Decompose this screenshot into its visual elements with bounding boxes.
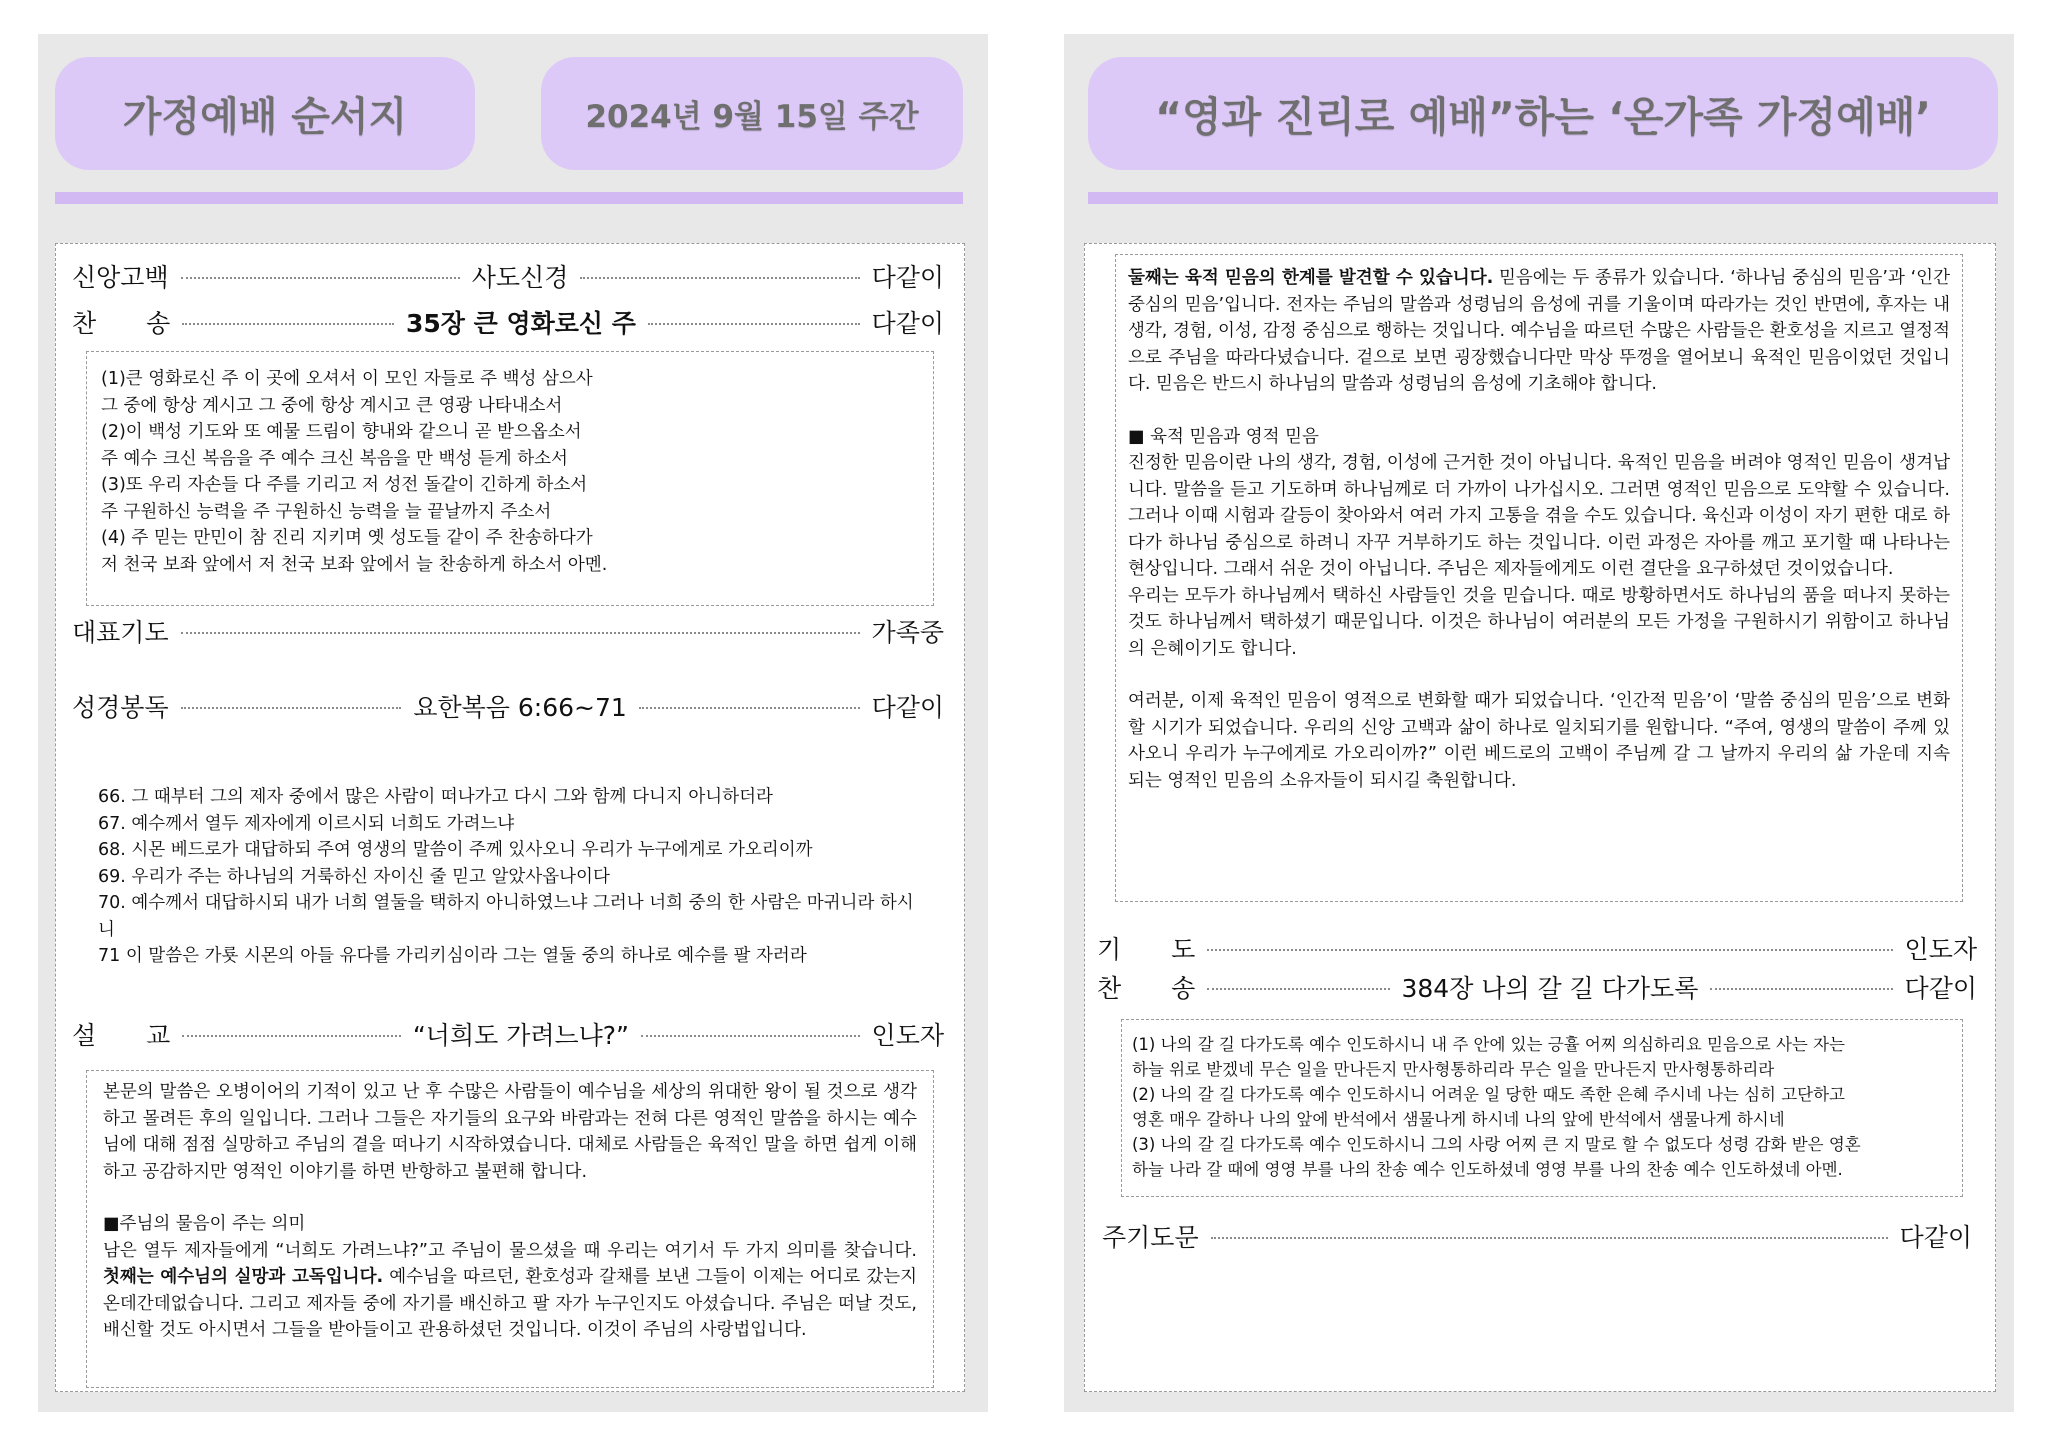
- closing-prayer-row: [1097, 930, 1977, 966]
- message-paragraph: [1128, 265, 1950, 398]
- lords-prayer-row: [1102, 1218, 1972, 1254]
- reading-label: 성경봉독: [72, 693, 169, 722]
- prayer-performer: 가족중: [871, 618, 944, 647]
- sermon-text-run: 남은 열두 제자들에게 “너희도 가려느냐?”고 주님이 물으셨을 때 우리는 여기서 두 가지 의미를 찾습니다.: [103, 1240, 917, 1261]
- message-paragraph: 여러분, 이제 육적인 믿음이 영적으로 변화할 때가 되었습니다. ‘인간적 믿음’이 ‘말씀 중심의 믿음’으로 변화할 시기가 되었습니다. 우리의 신앙 고백과 삶이 하나로 일치되기를 원합니다. “주여, 영생의 말씀이 주께 있사오니 우리가 누구에게로 가오리이까?” 이런 베드로의 고백이 주님께 갈 그 날까지 우리의 삶 가운데 지속되는 영적인 믿음의 소유자들이 되시길 축원합니다.: [1128, 691, 1950, 791]
- closing-hymn-label: 찬 송: [1097, 974, 1196, 1003]
- creed-label: 신앙고백: [72, 263, 169, 292]
- creed-title: 사도신경: [471, 263, 569, 292]
- leader-dots: [1710, 988, 1892, 990]
- hymn-lyrics-box: [86, 351, 934, 606]
- sermon-row: [72, 1016, 944, 1052]
- lyric-line: (3) 나의 갈 길 다가도록 예수 인도하시니 그의 사랑 어찌 큰 지 말로 할 수 없도다 성령 감화 받은 영혼: [1132, 1135, 1861, 1154]
- right-divider-bar: [1088, 192, 1998, 204]
- lyric-line: 영혼 매우 갈하나 나의 앞에 반석에서 샘물나게 하시네 나의 앞에 반석에서 샘물나게 하시네: [1132, 1110, 1785, 1129]
- leader-dots: [1211, 1237, 1888, 1239]
- message-text-run: 믿음에는 두 종류가 있습니다. ‘하나님 중심의 믿음’과 ‘인간 중심의 믿음’입니다. 전자는 주님의 말씀과 성령님의 음성에 귀를 기울이며 따라가는 것인 반면에, 후자는 내 생각, 경험, 이성, 감정 중심으로 행하는 것입니다. 예수님을 따르던 수많은 사람들은 환호성을 지르고 열정적으로 주님을 따라다녔습니다. 겉으로 보면 굉장했습니다만 막상 뚜껑을 열어보니 육적인 믿음이었던 것입니다. 믿음은 반드시 하나님의 말씀과 성령님의 음성에 기초해야 합니다.: [1128, 268, 1950, 394]
- sermon-paragraph: [103, 1238, 917, 1344]
- closing-hymn-row: [1097, 969, 1977, 1005]
- lyric-line: 하늘 나라 갈 때에 영영 부를 나의 찬송 예수 인도하셨네 영영 부를 나의 찬송 예수 인도하셨네 아멘.: [1132, 1160, 1843, 1179]
- lords-prayer-performer: 다같이: [1899, 1223, 1972, 1252]
- sermon-box: [86, 1070, 934, 1388]
- leader-dots: [648, 323, 860, 325]
- sermon-title: “너희도 가려느냐?”: [412, 1021, 630, 1050]
- closing-hymn-lyrics-box: [1121, 1019, 1963, 1197]
- lyric-line: (1)큰 영화로신 주 이 곳에 오셔서 이 모인 자들로 주 백성 삼으사: [101, 369, 593, 389]
- message-paragraph: 우리는 모두가 하나님께서 택하신 사람들인 것을 믿습니다. 때로 방황하면서도 하나님의 품을 떠나지 못하는 것도 하나님께서 택하셨기 때문입니다. 이것은 하나님이 여러분의 모든 가정을 구원하시기 위함이고 하나님의 은혜이기도 합니다.: [1128, 585, 1950, 659]
- reading-passage: 요한복음 6:66~71: [413, 693, 627, 722]
- sermon-bold-run: 첫째는 예수님의 실망과 고독입니다.: [103, 1267, 384, 1287]
- leader-dots: [181, 632, 860, 634]
- leader-dots: [1207, 949, 1892, 951]
- hymn-title: 35장 큰 영화로신 주: [405, 309, 636, 338]
- verse-line: 71 이 말씀은 가룟 시몬의 아들 유다를 가리키심이라 그는 열둘 중의 하나로 예수를 팔 자러라: [98, 946, 807, 966]
- leader-dots: [182, 1035, 401, 1037]
- left-divider-bar: [55, 192, 963, 204]
- verse-line: 70. 예수께서 대답하시되 내가 너희 열둘을 택하지 아니하였느냐 그러나 너희 중의 한 사람은 마귀니라 하시니: [98, 893, 914, 940]
- left-title-pill: [55, 57, 475, 170]
- lyric-line: 주 구원하신 능력을 주 구원하신 능력을 늘 끝날까지 주소서: [101, 501, 552, 522]
- message-paragraph: 진정한 믿음이란 나의 생각, 경험, 이성에 근거한 것이 아닙니다. 육적인 믿음을 버려야 영적인 믿음이 생겨납니다. 말씀을 듣고 기도하며 하나님께로 더 가까이 나가십시오. 그러면 영적인 믿음으로 도약할 수 있습니다. 그러나 이때 시험과 갈등이 찾아와서 여러 가지 고통을 겪을 수도 있습니다. 육신과 이성이 자기 편한 대로 하다가 하나님 중심으로 하려니 자꾸 거부하기도 하는 것입니다. 이런 과정은 자아를 깨고 포기할 때 나타나는 현상입니다. 그래서 쉬운 것이 아닙니다. 주님은 제자들에게도 이런 결단을 요구하셨던 것이었습니다.: [1128, 453, 1950, 579]
- sermon-label: 설 교: [72, 1021, 171, 1050]
- message-text: [1128, 265, 1950, 794]
- reading-performer: 다같이: [871, 693, 945, 722]
- lyric-line: (3)또 우리 자손들 다 주를 기리고 저 성전 돌같이 긴하게 하소서: [101, 475, 588, 495]
- hymn-lyrics: [101, 366, 919, 578]
- lyric-line: 그 중에 항상 계시고 그 중에 항상 계시고 큰 영광 나타내소서: [101, 395, 563, 416]
- leader-dots: [181, 707, 402, 709]
- lyric-line: (4) 주 믿는 만민이 참 진리 지키며 옛 성도들 같이 주 찬송하다가: [101, 528, 593, 548]
- creed-performer: 다같이: [871, 263, 945, 292]
- order-title: 가정예배 순서지: [122, 94, 408, 140]
- sermon-subheading: ■주님의 물음이 주는 의미: [103, 1214, 306, 1234]
- lords-prayer-label: 주기도문: [1102, 1223, 1199, 1252]
- scripture-verses: [98, 784, 916, 970]
- verse-line: 66. 그 때부터 그의 제자 중에서 많은 사람이 떠나가고 다시 그와 함께 다니지 아니하더라: [98, 787, 773, 807]
- hymn-label: 찬 송: [72, 309, 171, 338]
- verse-line: 68. 시몬 베드로가 대답하되 주여 영생의 말씀이 주께 있사오니 우리가 누구에게로 가오리이까: [98, 840, 813, 860]
- date-pill: [541, 57, 963, 170]
- lyric-line: (1) 나의 갈 길 다가도록 예수 인도하시니 내 주 안에 있는 긍휼 어찌 의심하리요 믿음으로 사는 자는: [1132, 1035, 1845, 1054]
- hymn-performer: 다같이: [871, 309, 944, 338]
- right-title-pill: [1088, 57, 1998, 170]
- reading-row: [72, 688, 944, 724]
- sermon-performer: 인도자: [871, 1021, 944, 1050]
- lyric-line: 하늘 위로 받겠네 무슨 일을 만나든지 만사형통하리라 무슨 일을 만나든지 만사형통하리라: [1132, 1060, 1775, 1079]
- verse-line: 69. 우리가 주는 하나님의 거룩하신 자이신 줄 믿고 알았사옵나이다: [98, 866, 610, 887]
- worship-title: “영과 진리로 예배”하는 ‘온가족 가정예배’: [1155, 93, 1931, 141]
- week-date: 2024년 9월 15일 주간: [585, 99, 919, 135]
- leader-dots: [641, 1035, 860, 1037]
- lyric-line: (2)이 백성 기도와 또 예물 드림이 향내와 같으니 곧 받으옵소서: [101, 422, 582, 442]
- sermon-paragraph: 본문의 말씀은 오병이어의 기적이 있고 난 후 수많은 사람들이 예수님을 세상의 위대한 왕이 될 것으로 생각하고 몰려든 후의 일입니다. 그러나 그들은 자기들의 요구와 바람과는 전혀 다른 영적인 말씀을 하시는 예수님에 대해 점점 실망하고 주님의 곁을 떠나기 시작하였습니다. 대체로 사람들은 육적인 말을 하면 쉽게 이해하고 공감하지만 영적인 이야기를 하면 반항하고 불편해 합니다.: [103, 1082, 917, 1182]
- closing-hymn-lyrics: [1132, 1032, 1952, 1182]
- message-subheading: ■ 육적 믿음과 영적 믿음: [1128, 426, 1319, 447]
- leader-dots: [182, 323, 394, 325]
- message-bold-run: 둘째는 육적 믿음의 한계를 발견할 수 있습니다.: [1128, 268, 1494, 288]
- verse-line: 67. 예수께서 열두 제자에게 이르시되 너희도 가려느냐: [98, 813, 515, 834]
- lyric-line: 주 예수 크신 복음을 주 예수 크신 복음을 만 백성 듣게 하소서: [101, 448, 568, 469]
- leader-dots: [639, 707, 860, 709]
- closing-hymn-performer: 다같이: [1904, 974, 1977, 1003]
- closing-prayer-performer: 인도자: [1904, 935, 1977, 964]
- creed-row: [72, 258, 944, 294]
- hymn-row: [72, 304, 944, 340]
- prayer-row: [72, 613, 944, 649]
- sermon-text-run: 예수님을 따르던, 환호성과 갈채를 보낸 그들이 이제는 어디로 갔는지 온데간데없습니다. 그리고 제자들 중에 자기를 배신하고 팔 자가 누구인지도 아셨습니다. 주님은 떠날 것도, 배신할 것도 아시면서 그들을 받아들이고 관용하셨던 것입니다. 이것이 주님의 사랑법입니다.: [103, 1267, 918, 1340]
- prayer-label: 대표기도: [72, 618, 169, 647]
- message-box: [1115, 254, 1963, 902]
- leader-dots: [580, 277, 859, 279]
- lyric-line: (2) 나의 갈 길 다가도록 예수 인도하시니 어려운 일 당한 때도 족한 은혜 주시네 나는 심히 고단하고: [1132, 1085, 1845, 1104]
- closing-hymn-title: 384장 나의 갈 길 다가도록: [1401, 974, 1699, 1003]
- leader-dots: [181, 277, 460, 279]
- leader-dots: [1207, 988, 1389, 990]
- lyric-line: 저 천국 보좌 앞에서 저 천국 보좌 앞에서 늘 찬송하게 하소서 아멘.: [101, 554, 608, 575]
- closing-prayer-label: 기 도: [1097, 935, 1196, 964]
- sermon-text: [103, 1079, 917, 1344]
